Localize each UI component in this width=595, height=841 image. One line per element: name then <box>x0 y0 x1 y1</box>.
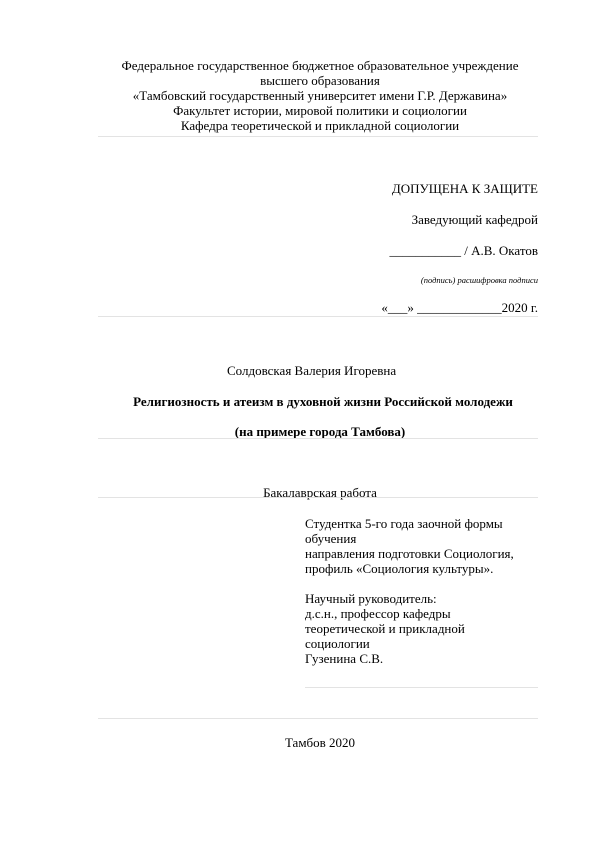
approval-title: ДОПУЩЕНА К ЗАЩИТЕ <box>391 181 538 196</box>
supervisor-line: теоретической и прикладной <box>305 621 465 636</box>
student-info <box>305 516 545 576</box>
work-type: Бакалаврская работа <box>263 485 377 500</box>
author-name: Солдовская Валерия Игоревна <box>227 363 397 378</box>
student-line: обучения <box>305 531 357 546</box>
institution-header <box>0 58 595 133</box>
signature-line: ___________ / А.В. Окатов <box>389 243 538 258</box>
footer-divider <box>98 718 538 719</box>
student-line: Студентка 5-го года заочной формы <box>305 516 503 531</box>
signature-caption: (подпись) расшифровка подписи <box>420 275 538 285</box>
supervisor-divider <box>305 687 538 688</box>
supervisor-info <box>305 591 545 666</box>
supervisor-line: д.с.н., профессор кафедры <box>305 606 451 621</box>
header-line: «Тамбовский государственный университет имени Г.Р. Державина» <box>132 88 508 103</box>
approval-date-line: «___» _____________2020 г. <box>381 300 538 315</box>
city-year: Тамбов 2020 <box>284 735 356 750</box>
supervisor-line: Научный руководитель: <box>305 591 437 606</box>
thesis-title: Религиозность и атеизм в духовной жизни Российской молодежи <box>133 394 513 409</box>
header-line: Федеральное государственное бюджетное образовательное учреждение <box>121 58 519 73</box>
department-line: Кафедра теоретической и прикладной социологии <box>180 118 460 133</box>
approval-divider <box>98 316 538 317</box>
header-line: высшего образования <box>260 73 380 88</box>
header-divider <box>98 136 538 137</box>
student-line: направления подготовки Социология, <box>305 546 514 561</box>
title-divider <box>98 438 538 439</box>
supervisor-line: социологии <box>305 636 370 651</box>
work-type-divider <box>98 497 538 498</box>
supervisor-name: Гузенина С.В. <box>305 651 384 666</box>
student-line: профиль «Социология культуры». <box>305 561 494 576</box>
header-line: Факультет истории, мировой политики и социологии <box>173 103 467 118</box>
head-of-department-label: Заведующий кафедрой <box>411 212 538 227</box>
thesis-subtitle: (на примере города Тамбова) <box>234 424 406 439</box>
